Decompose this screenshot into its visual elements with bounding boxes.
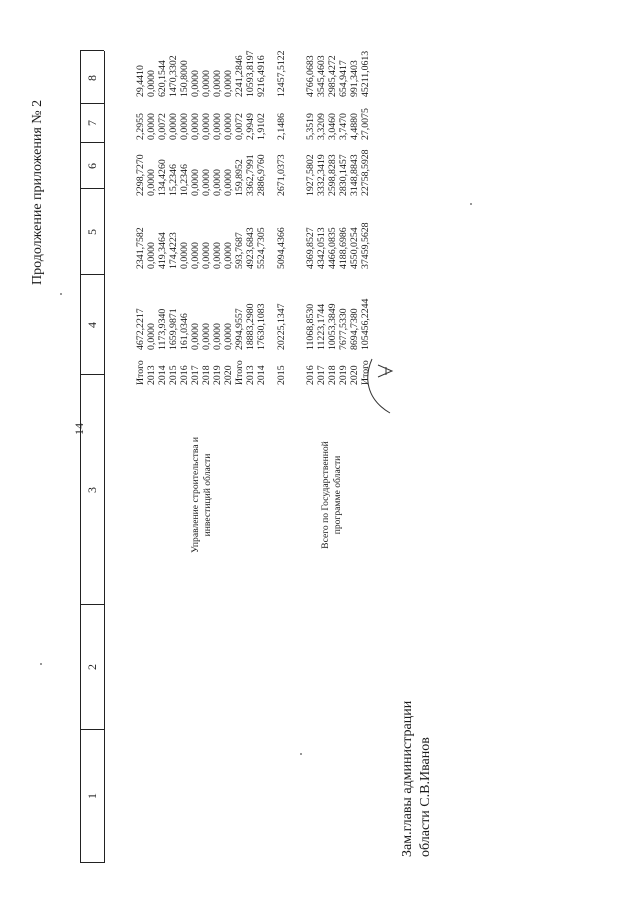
cell-col4: 11223,1744 bbox=[316, 303, 327, 350]
cell-col7: 2,2955 bbox=[135, 113, 146, 140]
cell-col4: 0,0000 bbox=[146, 323, 157, 350]
cell-col4: 10053,3849 bbox=[327, 303, 338, 350]
cell-col6: 3148,8843 bbox=[349, 154, 360, 196]
column-number-8: 8 bbox=[85, 75, 99, 81]
cell-col8: 620,1544 bbox=[157, 60, 168, 97]
cell-col6: 159,8952 bbox=[234, 159, 245, 196]
cell-col5: 419,3464 bbox=[157, 232, 168, 269]
cell-col7: 27,0075 bbox=[360, 108, 371, 140]
cell-col5: 0,0000 bbox=[190, 242, 201, 269]
cell-col4: 17630,1083 bbox=[256, 303, 267, 350]
cell-col6: 15,2346 bbox=[168, 164, 179, 196]
scan-speck bbox=[40, 663, 42, 665]
row-year: 2014 bbox=[256, 365, 267, 385]
cell-col6: 0,0000 bbox=[201, 169, 212, 196]
cell-col5: 4550,0254 bbox=[349, 227, 360, 269]
column-number-7: 7 bbox=[85, 120, 99, 126]
cell-col4: 20225,1347 bbox=[276, 303, 287, 350]
scan-speck bbox=[300, 753, 302, 755]
row-year: 2015 bbox=[276, 365, 287, 385]
cell-col8: 45211,0613 bbox=[360, 50, 371, 97]
cell-col6: 3332,3419 bbox=[316, 154, 327, 196]
row-year: Итого bbox=[135, 360, 146, 385]
row-year: Итого bbox=[360, 360, 371, 385]
cell-col4: 0,0000 bbox=[201, 323, 212, 350]
table-top-border bbox=[80, 51, 81, 863]
cell-col8: 0,0000 bbox=[190, 70, 201, 97]
cell-col5: 4466,0835 bbox=[327, 227, 338, 269]
cell-col4: 18883,2980 bbox=[245, 303, 256, 350]
cell-col4: 105456,2244 bbox=[360, 298, 371, 350]
row-year: 2020 bbox=[349, 365, 360, 385]
cell-col8: 12457,5122 bbox=[276, 50, 287, 97]
cell-col7: 3,0460 bbox=[327, 113, 338, 140]
cell-col8: 10593,8197 bbox=[245, 50, 256, 97]
table-column-divider bbox=[80, 729, 104, 730]
section-label-construction-department: Управление строительства и инвестиций области bbox=[190, 436, 213, 554]
cell-col7: 2,1486 bbox=[276, 113, 287, 140]
row-year: 2017 bbox=[190, 365, 201, 385]
cell-col6: 3362,7991 bbox=[245, 154, 256, 196]
page-number: 14 bbox=[72, 423, 86, 435]
cell-col8: 9216,4916 bbox=[256, 55, 267, 97]
cell-col8: 0,0000 bbox=[212, 70, 223, 97]
cell-col7: 3,7470 bbox=[338, 113, 349, 140]
cell-col8: 3545,4603 bbox=[316, 55, 327, 97]
cell-col8: 991,3403 bbox=[349, 60, 360, 97]
cell-col8: 4766,0683 bbox=[305, 55, 316, 97]
cell-col8: 1470,3302 bbox=[168, 55, 179, 97]
cell-col4: 8694,7380 bbox=[349, 308, 360, 350]
row-year: 2016 bbox=[179, 365, 190, 385]
cell-col6: 10,2346 bbox=[179, 164, 190, 196]
column-number-1: 1 bbox=[85, 793, 99, 799]
cell-col5: 593,7687 bbox=[234, 232, 245, 269]
cell-col6: 0,0000 bbox=[223, 169, 234, 196]
cell-col7: 4,4880 bbox=[349, 113, 360, 140]
row-year: 2019 bbox=[212, 365, 223, 385]
cell-col5: 0,0000 bbox=[179, 242, 190, 269]
cell-col7: 0,0000 bbox=[146, 113, 157, 140]
column-number-5: 5 bbox=[85, 229, 99, 235]
cell-col8: 654,9417 bbox=[338, 60, 349, 97]
row-year: 2018 bbox=[201, 365, 212, 385]
cell-col6: 0,0000 bbox=[212, 169, 223, 196]
row-year: 2019 bbox=[338, 365, 349, 385]
cell-col6: 0,0000 bbox=[190, 169, 201, 196]
cell-col6: 2671,0373 bbox=[276, 154, 287, 196]
table-column-divider bbox=[80, 274, 104, 275]
handwritten-initials-mark bbox=[360, 347, 400, 417]
cell-col4: 1173,9340 bbox=[157, 308, 168, 350]
cell-col8: 29,4410 bbox=[135, 65, 146, 97]
cell-col4: 0,0000 bbox=[212, 323, 223, 350]
cell-col6: 0,0000 bbox=[146, 169, 157, 196]
cell-col7: 2,9949 bbox=[245, 113, 256, 140]
row-year: 2020 bbox=[223, 365, 234, 385]
cell-col5: 2341,7582 bbox=[135, 227, 146, 269]
cell-col5: 37459,5628 bbox=[360, 222, 371, 269]
section-label-program-total: Всего по Государственной программе области bbox=[320, 441, 343, 549]
cell-col6: 1927,5802 bbox=[305, 154, 316, 196]
cell-col8: 2241,2846 bbox=[234, 55, 245, 97]
cell-col4: 7677,5330 bbox=[338, 308, 349, 350]
cell-col7: 5,3519 bbox=[305, 113, 316, 140]
signatory-title: Зам.главы администрации bbox=[400, 700, 415, 857]
signatory-name: области С.В.Иванов bbox=[418, 737, 433, 857]
column-number-2: 2 bbox=[85, 664, 99, 670]
cell-col5: 5524,7305 bbox=[256, 227, 267, 269]
table-left-border bbox=[80, 862, 104, 863]
cell-col4: 0,0000 bbox=[190, 323, 201, 350]
cell-col5: 4369,8527 bbox=[305, 227, 316, 269]
cell-col8: 0,0000 bbox=[146, 70, 157, 97]
cell-col5: 0,0000 bbox=[223, 242, 234, 269]
cell-col4: 161,0346 bbox=[179, 313, 190, 350]
scan-speck bbox=[60, 293, 62, 295]
cell-col5: 0,0000 bbox=[201, 242, 212, 269]
cell-col7: 0,0072 bbox=[157, 113, 168, 140]
cell-col7: 0,0000 bbox=[168, 113, 179, 140]
cell-col6: 22758,5928 bbox=[360, 149, 371, 196]
table-header-bottom-border bbox=[104, 51, 105, 863]
cell-col5: 4188,6986 bbox=[338, 227, 349, 269]
cell-col7: 1,9102 bbox=[256, 113, 267, 140]
row-year: Итого bbox=[234, 360, 245, 385]
cell-col4: 0,0000 bbox=[223, 323, 234, 350]
cell-col5: 0,0000 bbox=[146, 242, 157, 269]
column-number-4: 4 bbox=[85, 322, 99, 328]
cell-col7: 0,0000 bbox=[223, 113, 234, 140]
cell-col8: 0,0000 bbox=[223, 70, 234, 97]
scan-speck bbox=[470, 203, 472, 205]
cell-col4: 11068,8530 bbox=[305, 303, 316, 350]
column-number-6: 6 bbox=[85, 163, 99, 169]
cell-col6: 2598,8283 bbox=[327, 154, 338, 196]
appendix-continuation-header: Продолжение приложения № 2 bbox=[30, 99, 45, 285]
row-year: 2015 bbox=[168, 365, 179, 385]
column-number-3: 3 bbox=[85, 487, 99, 493]
row-year: 2014 bbox=[157, 365, 168, 385]
cell-col7: 0,0000 bbox=[179, 113, 190, 140]
cell-col7: 0,0000 bbox=[190, 113, 201, 140]
row-year: 2016 bbox=[305, 365, 316, 385]
row-year: 2013 bbox=[245, 365, 256, 385]
cell-col8: 150,8000 bbox=[179, 60, 190, 97]
cell-col6: 2830,1457 bbox=[338, 154, 349, 196]
cell-col8: 0,0000 bbox=[201, 70, 212, 97]
row-year: 2018 bbox=[327, 365, 338, 385]
cell-col6: 2886,9760 bbox=[256, 154, 267, 196]
cell-col7: 0,0000 bbox=[201, 113, 212, 140]
row-year: 2013 bbox=[146, 365, 157, 385]
table-column-divider bbox=[80, 374, 104, 375]
cell-col5: 4342,0513 bbox=[316, 227, 327, 269]
cell-col6: 2298,7270 bbox=[135, 154, 146, 196]
row-year: 2017 bbox=[316, 365, 327, 385]
cell-col4: 2994,9557 bbox=[234, 308, 245, 350]
cell-col8: 2985,4272 bbox=[327, 55, 338, 97]
cell-col5: 0,0000 bbox=[212, 242, 223, 269]
cell-col4: 4672,2217 bbox=[135, 308, 146, 350]
cell-col5: 4923,6843 bbox=[245, 227, 256, 269]
cell-col7: 0,0072 bbox=[234, 113, 245, 140]
cell-col5: 174,4223 bbox=[168, 232, 179, 269]
table-column-divider bbox=[80, 604, 104, 605]
cell-col6: 134,4260 bbox=[157, 159, 168, 196]
cell-col5: 5094,4366 bbox=[276, 227, 287, 269]
cell-col4: 1659,9871 bbox=[168, 308, 179, 350]
cell-col7: 0,0000 bbox=[212, 113, 223, 140]
cell-col7: 3,3209 bbox=[316, 113, 327, 140]
